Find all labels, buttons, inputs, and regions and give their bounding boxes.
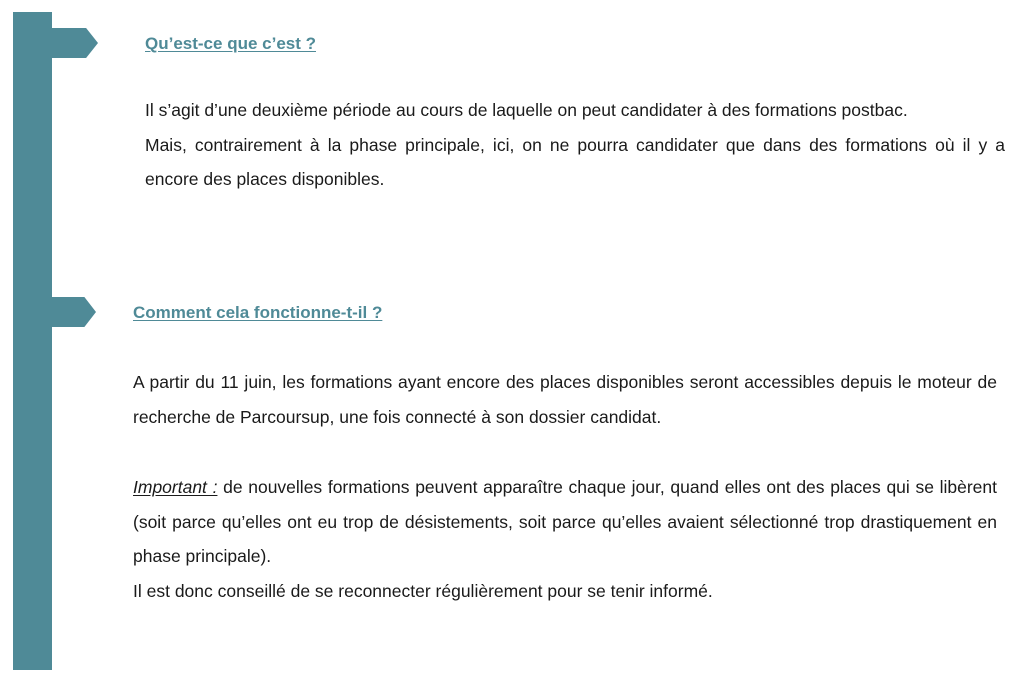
section-1-paragraph — [145, 93, 1005, 197]
section-1-line-1: Il s’agit d’une deuxième période au cours de laquelle on peut candidater à des formations postbac. — [145, 100, 908, 120]
section-2-paragraph-2 — [133, 470, 997, 608]
section-1-line-2: Mais, contrairement à la phase principale, ici, on ne pourra candidater que dans des formations où il y a encore des places disponibles. — [145, 134, 1005, 189]
left-accent-bar — [13, 12, 52, 670]
section-2-arrow-marker — [13, 297, 96, 327]
final-advice-line: Il est donc conseillé de se reconnecter régulièrement pour se tenir informé. — [133, 580, 713, 601]
important-text: de nouvelles formations peuvent apparaître chaque jour, quand elles ont des places qui se libèrent (soit parce qu’elles ont eu trop de désistements, soit parce qu’elles avaient sélectionné trop drastiquement en phase principale). — [133, 477, 997, 566]
section-2-paragraph-1: A partir du 11 juin, les formations ayant encore des places disponibles seront accessibles depuis le moteur de recherche de Parcoursup, une fois connecté à son dossier candidat. — [133, 372, 997, 427]
section-1-heading: Qu’est-ce que c’est ? — [145, 34, 316, 53]
important-label: Important : — [133, 477, 218, 497]
section-1-arrow-marker — [13, 28, 98, 58]
section-2-heading: Comment cela fonctionne-t-il ? — [133, 303, 383, 322]
